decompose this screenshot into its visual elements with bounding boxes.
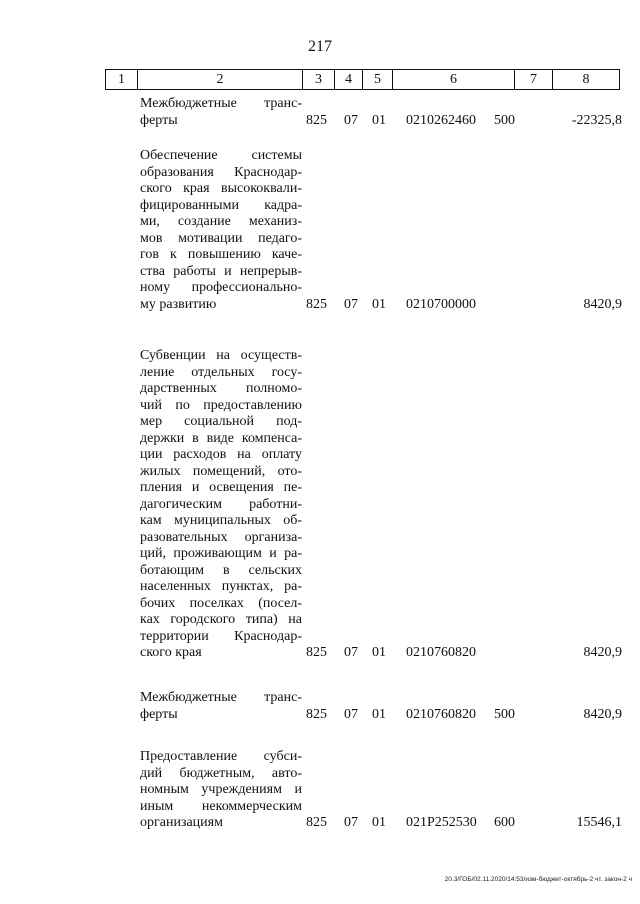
column-header-row [106,70,620,90]
cell-c8: 8420,9 [583,645,622,660]
description-line: иным некоммерческим [140,798,302,814]
description-line: Предоставление субси- [140,749,302,764]
description-line: Обеспечение системы [140,148,302,163]
cell-c5: 01 [372,112,386,128]
description-line: дарственных полномо- [140,381,302,396]
cell-c6: 0210760820 [406,706,476,722]
cell-c4: 07 [344,815,358,830]
cell-c4: 07 [344,112,358,128]
description-line: ному профессионально- [140,280,302,295]
description-line: му развитию [140,296,217,312]
description-line: ботающим в сельских [140,562,302,578]
description-line: ского края [140,645,202,660]
col-header-5: 5 [363,70,393,90]
cell-c6: 0210700000 [406,296,476,312]
description-line: жилых помещений, ото- [140,463,302,479]
description-line: разовательных организа- [140,529,302,545]
cell-c3: 825 [306,706,327,722]
description-line: дагогическим работни- [140,496,302,512]
description-line: ства работы и непрерыв- [140,263,302,279]
cell-c7: 600 [494,815,515,830]
description-line: ции расходов на оплату [140,447,302,462]
description-line: ках городского типа) на [140,612,302,627]
description-line: ций, проживающим и ра- [140,546,302,561]
description-line: номным учреждениям и [140,782,302,797]
description-line: кам муниципальных об- [140,513,302,528]
cell-c5: 01 [372,296,386,312]
col-header-7: 7 [515,70,553,90]
description-line: территории Краснодар- [140,628,302,644]
cell-c5: 01 [372,645,386,660]
col-header-2: 2 [138,70,303,90]
description-line: Межбюджетные транс- [140,690,302,705]
description-line: гов к повышению каче- [140,247,302,262]
column-header-table [105,69,620,90]
cell-c3: 825 [306,112,327,128]
description-line: чий по предоставлению [140,397,302,413]
document-footer: 20.3/ГОБ/02.11.2020/14:53/изм-бюджет-октябрь-2 чт. закон-2 ч [444,876,632,883]
description-line: ление отдельных госу- [140,364,302,380]
row-description [140,749,302,832]
description-line: пления и освещения пе- [140,480,302,495]
cell-c6: 021P252530 [406,815,477,830]
cell-c4: 07 [344,296,358,312]
cell-c7: 500 [494,112,515,128]
page-number: 217 [308,38,332,55]
cell-c7: 500 [494,706,515,722]
cell-c8: 8420,9 [583,706,622,722]
description-line: мов мотивации педаго- [140,230,302,246]
description-line: населенных пунктах, ра- [140,579,302,594]
description-line: образования Краснодар- [140,164,302,180]
cell-c8: 15546,1 [576,815,622,830]
row-description [140,148,302,313]
description-line: дий бюджетным, авто- [140,765,302,781]
row-description [140,348,302,662]
col-header-6: 6 [393,70,515,90]
description-line: бочих поселках (посел- [140,595,302,611]
description-line: держки в виде компенса- [140,430,302,446]
row-description [140,690,302,723]
cell-c3: 825 [306,815,327,830]
description-line: Межбюджетные транс- [140,96,302,111]
cell-c3: 825 [306,296,327,312]
description-line: организациям [140,815,223,830]
col-header-4: 4 [335,70,363,90]
cell-c3: 825 [306,645,327,660]
col-header-1: 1 [106,70,138,90]
col-header-3: 3 [303,70,335,90]
description-line: мер социальной под- [140,414,302,429]
col-header-8: 8 [553,70,620,90]
cell-c5: 01 [372,706,386,722]
cell-c4: 07 [344,706,358,722]
description-line: фицированными кадра- [140,197,302,213]
cell-c5: 01 [372,815,386,830]
description-line: ми, создание механиз- [140,214,302,229]
description-line: Субвенции на осуществ- [140,348,302,363]
description-line: ферты [140,112,178,128]
description-line: ского края высококвали- [140,181,302,196]
cell-c6: 0210760820 [406,645,476,660]
row-description [140,96,302,129]
cell-c8: -22325,8 [571,112,622,128]
cell-c6: 0210262460 [406,112,476,128]
description-line: ферты [140,706,178,722]
cell-c8: 8420,9 [583,296,622,312]
cell-c4: 07 [344,645,358,660]
